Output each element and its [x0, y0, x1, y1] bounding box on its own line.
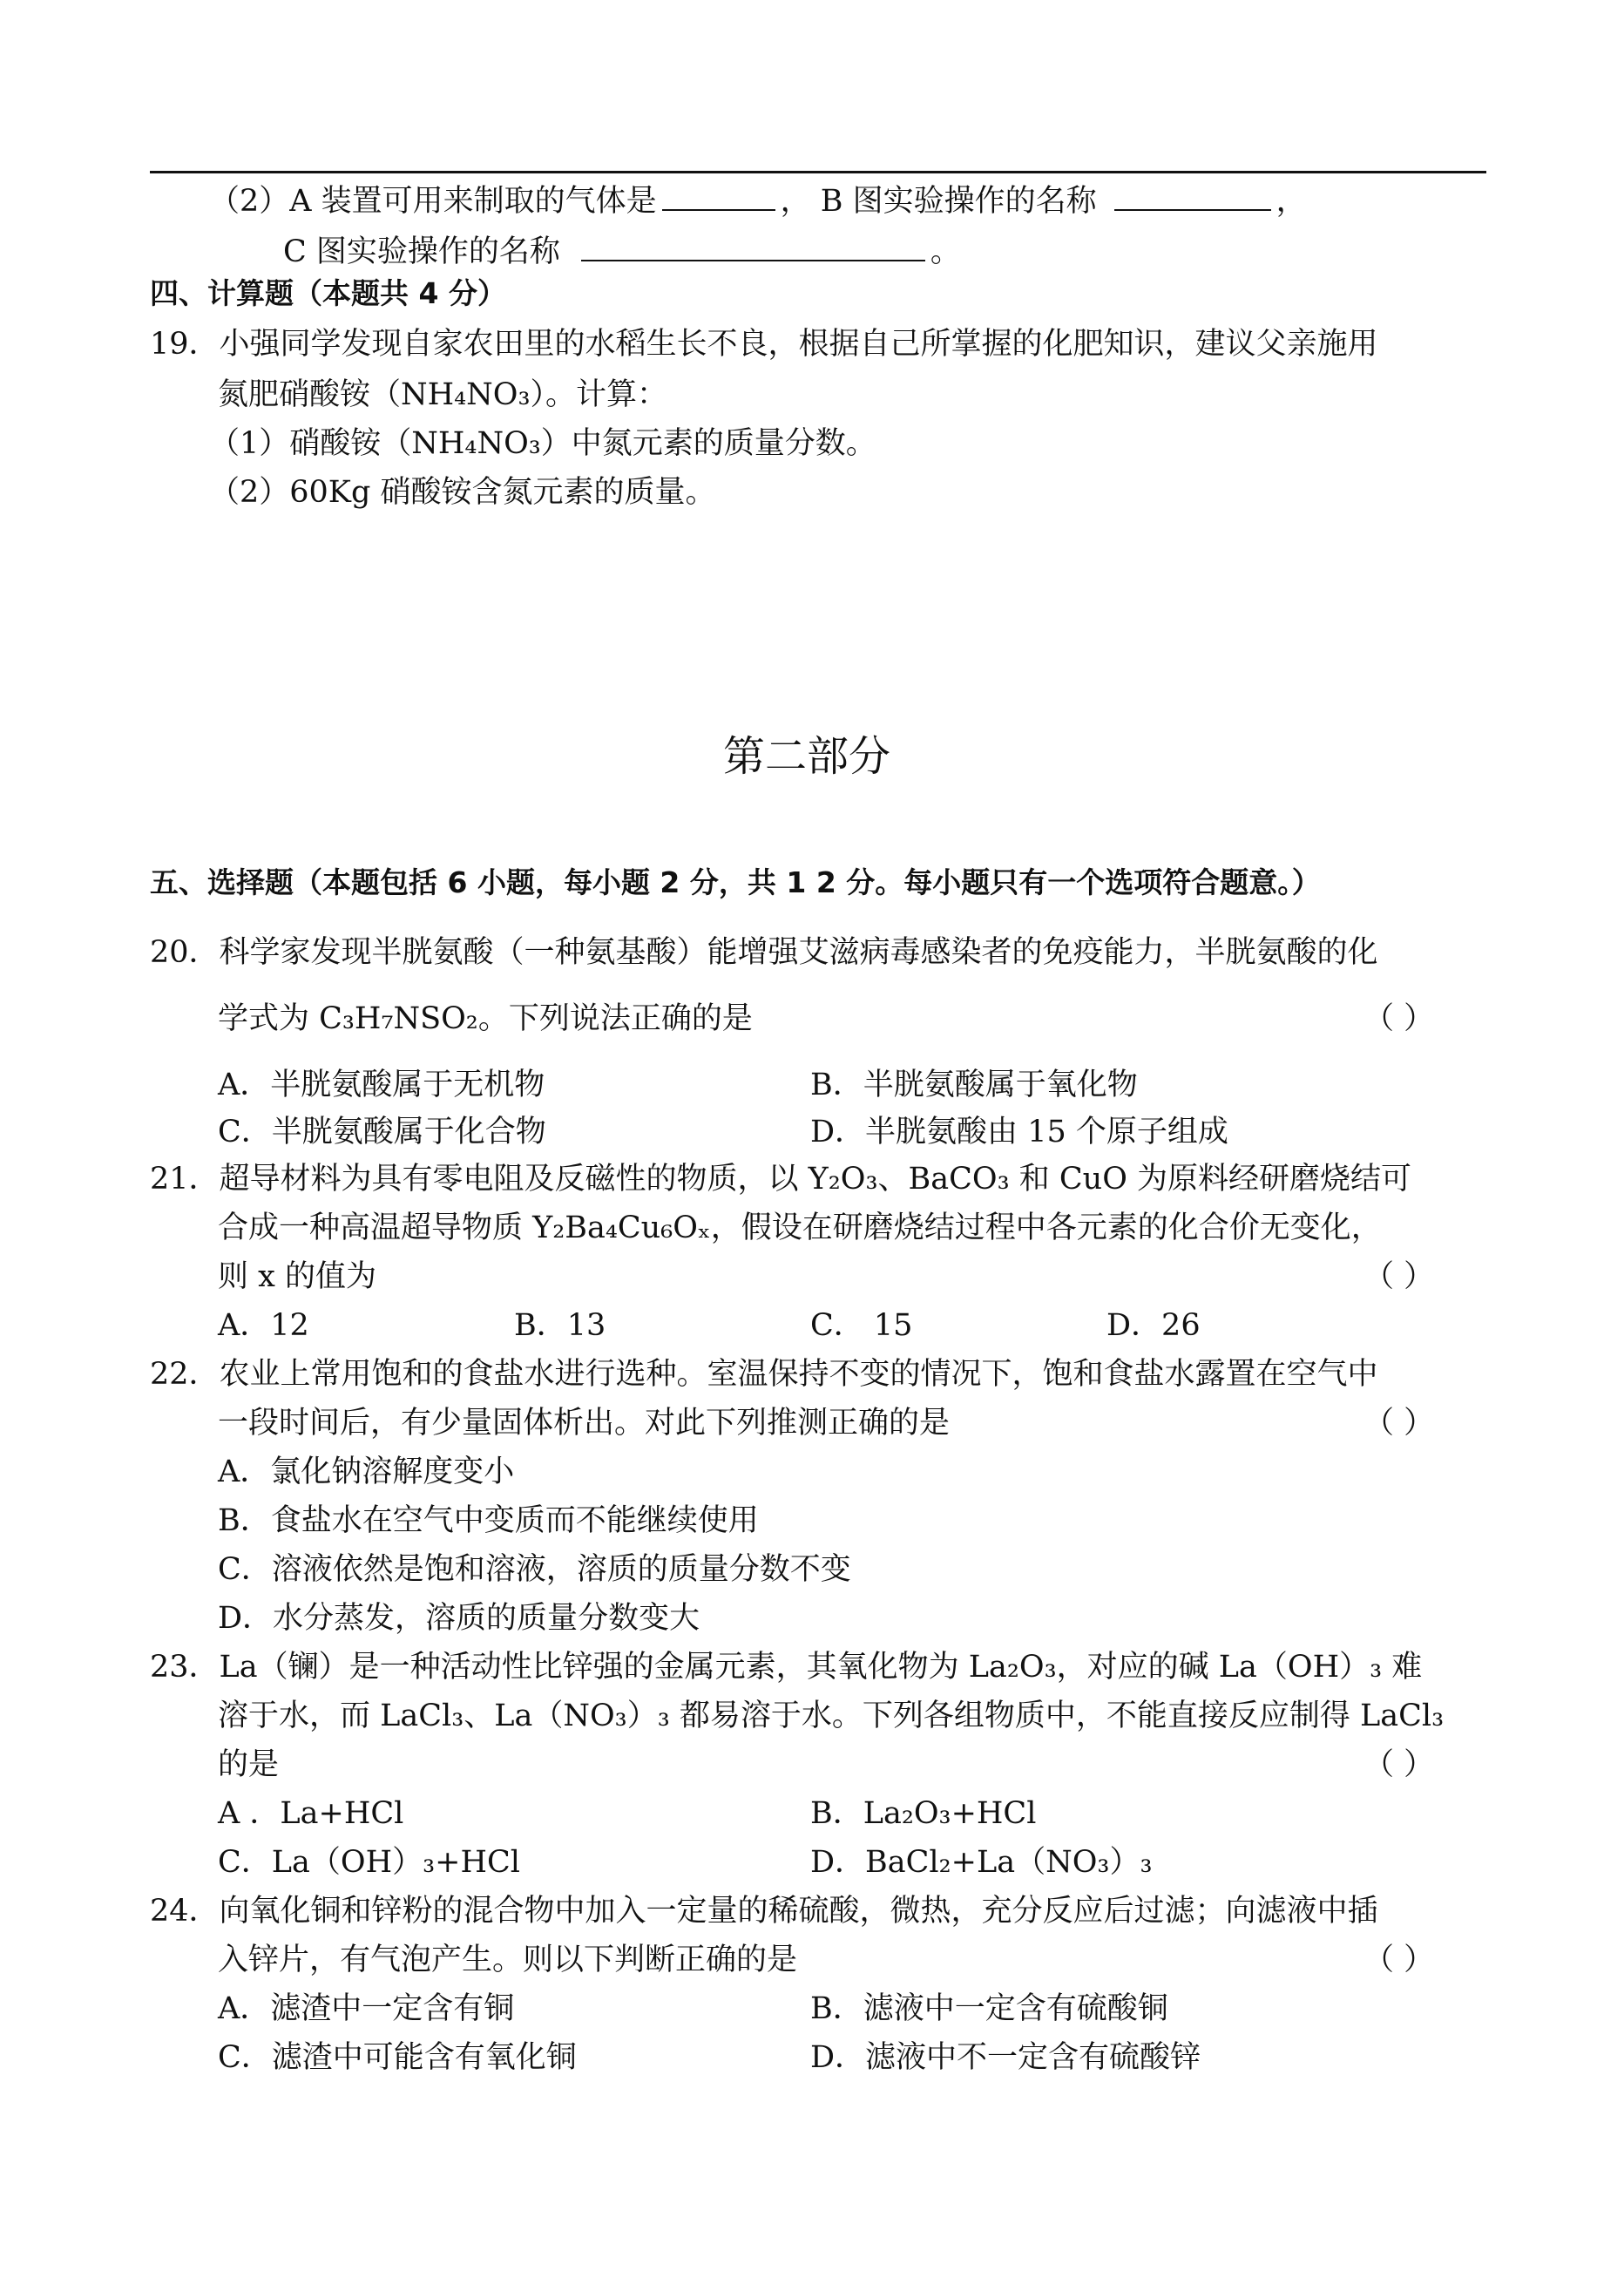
q20-line1: 20．科学家发现半胱氨酸（一种氨基酸）能增强艾滋病毒感染者的免疫能力，半胱氨酸的化 [150, 935, 1378, 970]
q24-line1: 24．向氧化铜和锌粉的混合物中加入一定量的稀硫酸，微热，充分反应后过滤；向滤液中插 [150, 1894, 1378, 1929]
q18-part2-end: ， [1276, 184, 1307, 219]
q19-sub2: （2）60Kg 硝酸铵含氮元素的质量。 [209, 475, 716, 510]
q24-option-d[interactable]: D．滤液中不一定含有硫酸锌 [810, 2040, 1201, 2075]
q22-answer-paren[interactable]: （ ） [1363, 1406, 1435, 1441]
q22-option-a[interactable]: A．氯化钠溶解度变小 [218, 1455, 515, 1489]
q22-option-d[interactable]: D．水分蒸发，溶质的质量分数变大 [218, 1601, 700, 1636]
q24-answer-paren[interactable]: （ ） [1363, 1943, 1435, 1977]
q21-line2: 合成一种高温超导物质 Y₂Ba₄Cu₆Oₓ，假设在研磨烧结过程中各元素的化合价无变化， [218, 1210, 1382, 1245]
answer-blank-a[interactable] [662, 178, 775, 211]
q24-line2: 入锌片，有气泡产生。则以下判断正确的是 [218, 1943, 798, 1977]
q19-sub1: （1）硝酸铵（NH₄NO₃）中氮元素的质量分数。 [209, 426, 876, 461]
q21-line1: 21．超导材料为具有零电阻及反磁性的物质，以 Y₂O₃、BaCO₃ 和 CuO 为原料经研磨烧结可 [150, 1162, 1412, 1197]
q24-option-b[interactable]: B．滤液中一定含有硫酸铜 [810, 1991, 1168, 2026]
answer-blank-c[interactable] [581, 228, 925, 261]
section4-heading: 四、计算题（本题共 4 分） [150, 276, 506, 310]
q20-option-c[interactable]: C．半胱氨酸属于化合物 [218, 1115, 546, 1149]
q21-option-c[interactable]: C． 15 [810, 1308, 913, 1343]
q22-option-b[interactable]: B．食盐水在空气中变质而不能继续使用 [218, 1503, 759, 1538]
q23-line2: 溶于水，而 LaCl₃、La（NO₃）₃ 都易溶于水。下列各组物质中，不能直接反应制得 LaCl₃ [218, 1699, 1445, 1733]
q22-option-c[interactable]: C．溶液依然是饱和溶液，溶质的质量分数不变 [218, 1552, 851, 1587]
q21-option-a[interactable]: A．12 [218, 1308, 309, 1343]
q20-option-a[interactable]: A．半胱氨酸属于无机物 [218, 1068, 545, 1102]
q18-part2-text-b: ， B 图实验操作的名称 [780, 184, 1097, 219]
q20-option-d[interactable]: D．半胱氨酸由 15 个原子组成 [810, 1115, 1228, 1149]
answer-blank-b[interactable] [1114, 178, 1271, 211]
q19-line2: 氮肥硝酸铵（NH₄NO₃）。计算： [218, 377, 668, 412]
q18-part2-text-c: C 图实验操作的名称 [283, 234, 560, 269]
q21-answer-paren[interactable]: （ ） [1363, 1259, 1435, 1294]
section5-heading: 五、选择题（本题包括 6 小题，每小题 2 分，共 1 2 分。每小题只有一个选项符合题意。） [150, 865, 1321, 899]
q20-answer-paren[interactable]: （ ） [1363, 1001, 1435, 1036]
q24-option-a[interactable]: A．滤渣中一定含有铜 [218, 1991, 515, 2026]
q20-option-b[interactable]: B．半胱氨酸属于氧化物 [810, 1068, 1138, 1102]
q18-part2-text-a: （2）A 装置可用来制取的气体是 [209, 184, 657, 219]
q23-line1: 23．La（镧）是一种活动性比锌强的金属元素，其氧化物为 La₂O₃，对应的碱 La（OH）₃ 难 [150, 1650, 1423, 1685]
part2-title: 第二部分 [723, 732, 891, 781]
q23-line3: 的是 [218, 1747, 280, 1782]
q23-option-c[interactable]: C．La（OH）₃+HCl [218, 1845, 520, 1880]
top-rule [150, 171, 1486, 173]
q19-line1: 19．小强同学发现自家农田里的水稻生长不良，根据自己所掌握的化肥知识，建议父亲施用 [150, 327, 1378, 362]
q21-option-d[interactable]: D．26 [1106, 1308, 1201, 1343]
q21-option-b[interactable]: B．13 [514, 1308, 606, 1343]
q20-line2: 学式为 C₃H₇NSO₂。下列说法正确的是 [218, 1001, 753, 1036]
q18-part2-line1 [209, 178, 1307, 221]
q23-option-b[interactable]: B．La₂O₃+HCl [810, 1796, 1037, 1831]
q23-option-a[interactable]: A ．La+HCl [218, 1796, 404, 1831]
q22-line2: 一段时间后，有少量固体析出。对此下列推测正确的是 [218, 1406, 951, 1441]
q18-part2-line2 [283, 228, 961, 272]
q24-option-c[interactable]: C．滤渣中可能含有氧化铜 [218, 2040, 577, 2075]
q23-option-d[interactable]: D．BaCl₂+La（NO₃）₃ [810, 1845, 1153, 1880]
q18-part2-end2: 。 [930, 234, 961, 269]
q22-line1: 22．农业上常用饱和的食盐水进行选种。室温保持不变的情况下，饱和食盐水露置在空气中 [150, 1357, 1378, 1392]
q21-line3: 则 x 的值为 [218, 1259, 376, 1294]
q23-answer-paren[interactable]: （ ） [1363, 1747, 1435, 1782]
